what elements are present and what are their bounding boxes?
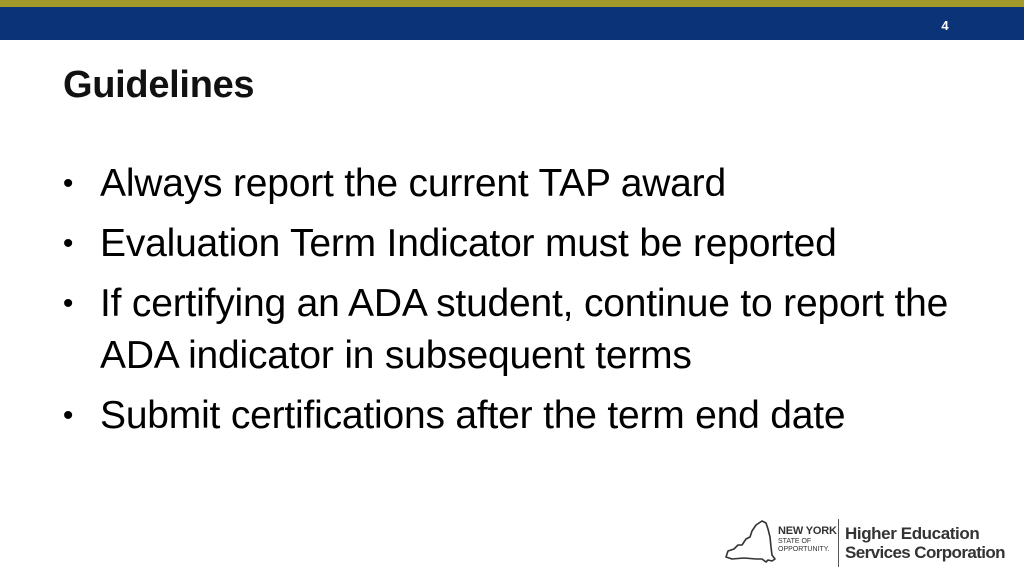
hesc-logo: [722, 515, 1012, 570]
org-name-line-1: Higher Education: [845, 524, 980, 543]
header-band: [0, 7, 1024, 40]
bullet-item: [58, 158, 988, 210]
bullet-marker: •: [62, 287, 74, 320]
org-name-line-2: Services Corporation: [845, 543, 1005, 562]
bullet-item: [58, 390, 988, 442]
ny-logo-line-1: NEW YORK: [778, 525, 837, 537]
bullet-text: Evaluation Term Indicator must be reported: [100, 222, 837, 265]
bullet-text: If certifying an ADA student, continue to report the ADA indicator in subsequent terms: [100, 282, 949, 377]
ny-logo-line-3: OPPORTUNITY.: [778, 546, 830, 553]
page-number: 4: [941, 18, 949, 33]
bullet-item: [58, 278, 988, 382]
ny-logo-line-2: STATE OF: [778, 538, 812, 545]
bullet-text: Submit certifications after the term end date: [100, 394, 846, 437]
bullet-text: Always report the current TAP award: [100, 162, 726, 205]
new-york-state-outline-icon: [722, 515, 778, 570]
bullet-marker: •: [62, 399, 74, 432]
bullet-item: [58, 218, 988, 270]
bullet-marker: •: [62, 167, 74, 200]
slide-title: Guidelines: [63, 64, 255, 106]
bullet-marker: •: [62, 227, 74, 260]
header-top-stripe: [0, 0, 1024, 7]
bullet-list: [58, 158, 988, 450]
logo-divider: [838, 519, 839, 567]
